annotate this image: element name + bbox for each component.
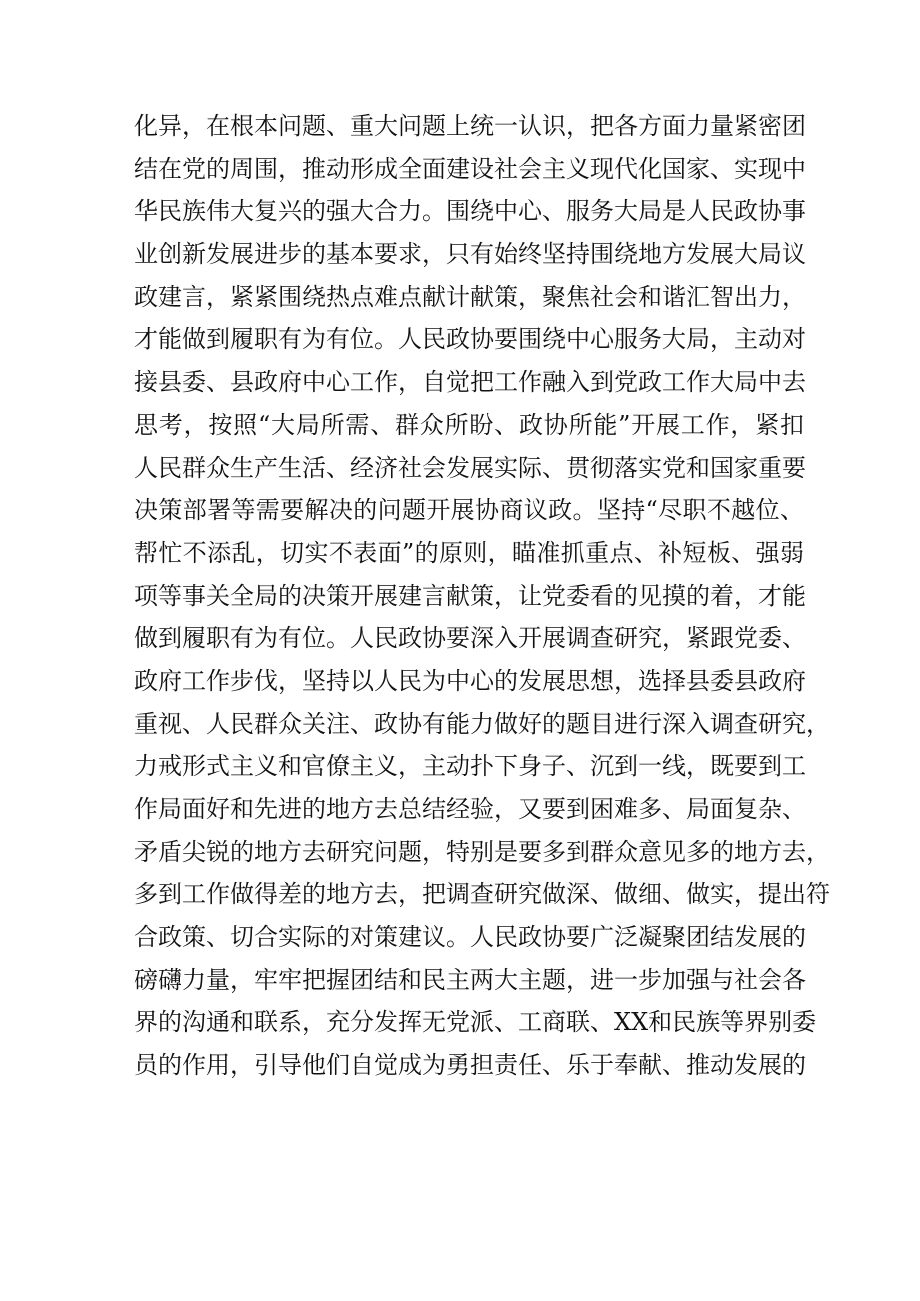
text-line: 帮忙不添乱，切实不表面”的原则，瞄准抓重点、补短板、强弱 — [134, 538, 804, 567]
text-line: 政建言，紧紧围绕热点难点献计献策，聚焦社会和谐汇智出力， — [134, 282, 806, 311]
text-line: 华民族伟大复兴的强大合力。围绕中心、服务大局是人民政协事 — [134, 197, 806, 226]
text-line: 矛盾尖锐的地方去研究问题，特别是要多到群众意见多的地方去， — [134, 837, 830, 866]
text-line: 决策部署等需要解决的问题开展协商议政。坚持“尽职不越位、 — [134, 496, 804, 525]
text-line: 磅礴力量，牢牢把握团结和民主两大主题，进一步加强与社会各 — [134, 965, 806, 994]
text-line: 结在党的周围，推动形成全面建设社会主义现代化国家、实现中 — [134, 154, 806, 183]
text-line: 政府工作步伐，坚持以人民为中心的发展思想，选择县委县政府 — [134, 666, 806, 695]
text-line: 化异，在根本问题、重大问题上统一认识，把各方面力量紧密团 — [134, 112, 806, 140]
body-paragraph — [134, 105, 830, 1087]
text-line: 才能做到履职有为有位。人民政协要围绕中心服务大局，主动对 — [134, 325, 806, 354]
text-line: 作局面好和先进的地方去总结经验，又要到困难多、局面复杂、 — [134, 795, 806, 823]
text-line: 接县委、县政府中心工作，自觉把工作融入到党政工作大局中去 — [134, 368, 806, 397]
text-line: 思考，按照“大局所需、群众所盼、政协所能”开展工作，紧扣 — [134, 410, 804, 439]
text-line: 合政策、切合实际的对策建议。人民政协要广泛凝聚团结发展的 — [134, 923, 806, 952]
text-line: 人民群众生产生活、经济社会发展实际、贯彻落实党和国家重要 — [134, 453, 806, 482]
text-line: 多到工作做得差的地方去，把调查研究做深、做细、做实，提出符 — [134, 880, 830, 909]
text-line: 力戒形式主义和官僚主义，主动扑下身子、沉到一线，既要到工 — [134, 752, 806, 781]
text-line: 业创新发展进步的基本要求，只有始终坚持围绕地方发展大局议 — [134, 240, 806, 269]
text-line: 重视、人民群众关注、政协有能力做好的题目进行深入调查研究， — [134, 709, 830, 738]
text-line: 项等事关全局的决策开展建言献策，让党委看的见摸的着，才能 — [134, 581, 806, 610]
text-line: 界的沟通和联系，充分发挥无党派、工商联、XX和民族等界别委 — [134, 1008, 817, 1037]
text-line: 员的作用，引导他们自觉成为勇担责任、乐于奉献、推动发展的 — [134, 1051, 806, 1080]
text-line: 做到履职有为有位。人民政协要深入开展调查研究，紧跟党委、 — [134, 624, 806, 653]
